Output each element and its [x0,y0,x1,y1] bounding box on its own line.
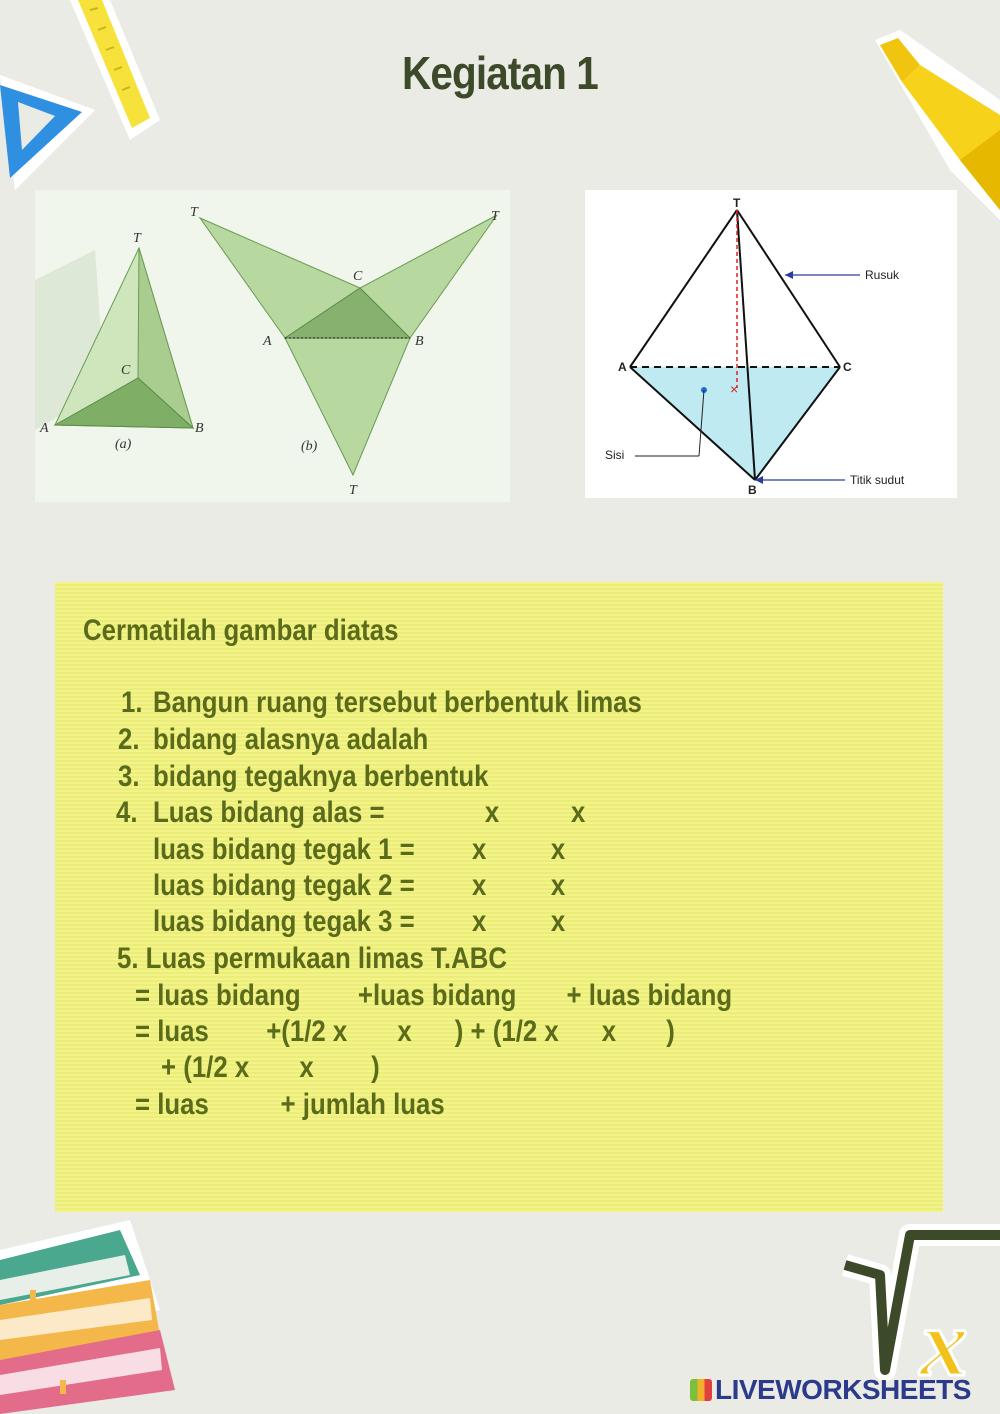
worksheet-note [55,582,943,1212]
item-number: 4. [116,796,138,829]
label-t-a: T [133,231,141,246]
logo-text: LIVEWORKSHEETS [715,1374,971,1405]
label-b-b: B [415,334,424,349]
item-number: 3. [118,760,140,793]
pyramid-parts-figure [585,190,957,498]
label-a-a: A [40,421,49,436]
intro-text: Cermatilah gambar diatas [83,614,399,647]
svg-text:x: x [920,1289,968,1385]
item-number: 1. [121,686,143,719]
liveworksheets-logo [690,1374,971,1406]
caption-a: (a) [115,437,132,452]
sub-item-4-3: luas bidang tegak 3 = x x [153,905,566,938]
label-t-b3: T [349,483,357,498]
pyramid-net-figure [35,190,510,502]
equation-line-2: = luas +(1/2 x x ) + (1/2 x x ) [135,1015,675,1048]
svg-text:×: × [730,381,739,397]
item-4-text: Luas bidang alas = x x [153,796,586,829]
caption-b: (b) [301,439,318,454]
item-number: 2. [118,723,140,756]
equation-line-4: = luas + jumlah luas [135,1088,445,1121]
item-5-text: 5. Luas permukaan limas T.ABC [117,942,508,975]
label-a: A [618,360,627,374]
item-1-text: Bangun ruang tersebut berbentuk limas [153,686,642,719]
label-titik-sudut: Titik sudut [850,473,905,487]
square-root-x-icon [840,1215,1000,1385]
label-rusuk: Rusuk [865,268,900,282]
label-t-b2: T [491,209,499,224]
label-c-a: C [121,363,131,378]
books-icon [0,1220,175,1414]
equation-line-1: = luas bidang +luas bidang + luas bidang [135,979,733,1012]
label-sisi: Sisi [605,448,625,462]
page-title: Kegiatan 1 [402,47,598,99]
item-3-text: bidang tegaknya berbentuk [153,760,489,793]
label-a-b: A [263,334,272,349]
label-t: T [733,196,741,210]
sub-item-4-2: luas bidang tegak 2 = x x [153,869,566,902]
label-c: C [843,360,852,374]
item-2-text: bidang alasnya adalah [153,723,429,756]
label-b: B [748,483,757,497]
logo-mark-icon [690,1379,712,1401]
label-t-b1: T [190,205,198,220]
label-c-b: C [353,269,363,284]
sub-item-4-1: luas bidang tegak 1 = x x [153,833,566,866]
label-b-a: B [195,421,204,436]
equation-line-3: + (1/2 x x ) [161,1051,380,1084]
